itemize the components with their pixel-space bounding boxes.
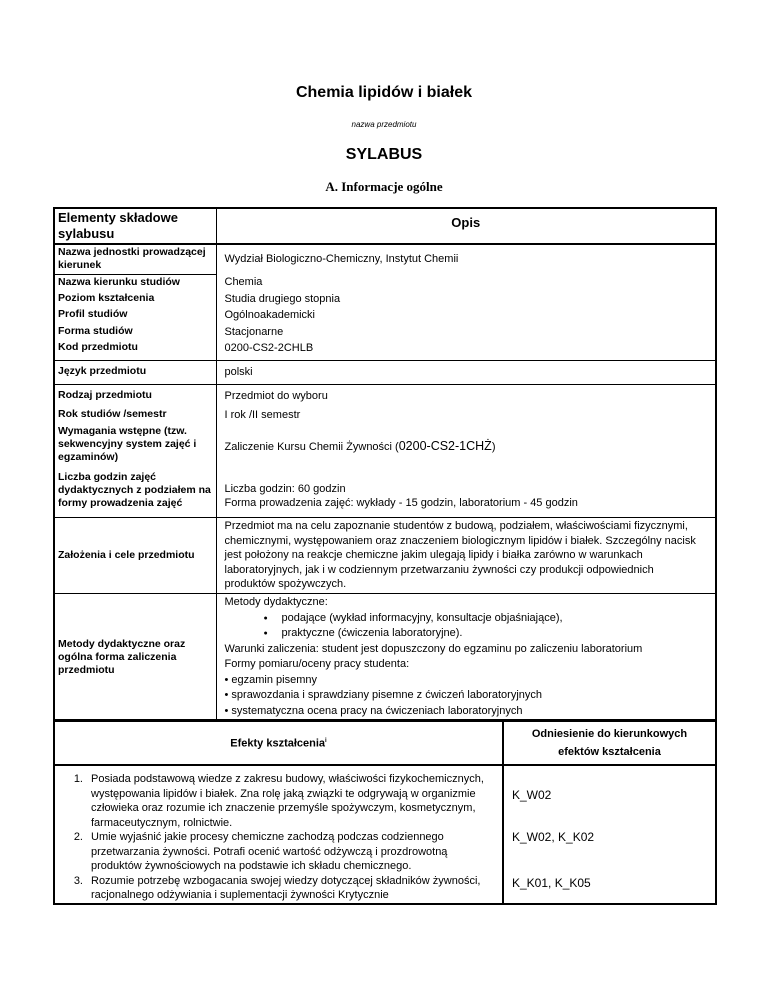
- row-label: Poziom kształcenia: [54, 291, 216, 308]
- outcome-number: 1.: [73, 773, 83, 785]
- footnote-marker: i: [325, 737, 327, 744]
- row-value: Ogólnoakademicki: [224, 309, 315, 321]
- outcome-cell: [54, 874, 503, 904]
- row-label: Język przedmiotu: [54, 360, 216, 384]
- table-row: [54, 594, 716, 722]
- row-value: [216, 470, 716, 518]
- row-label: Kod przedmiotu: [54, 340, 216, 360]
- learning-outcomes-table: [53, 719, 717, 905]
- document-title: SYLABUS: [345, 146, 423, 163]
- list-item: ● praktyczne (ćwiczenia laboratoryjne).: [282, 626, 708, 642]
- outcome-cell: [54, 765, 503, 830]
- hours-total: Liczba godzin: 60 godzin: [224, 482, 346, 495]
- table-row: [54, 424, 716, 470]
- prereq-code: 0200-CS2-1CHŻ: [398, 438, 492, 453]
- list-item: ● podające (wykład informacyjny, konsultacje objaśniające),: [282, 611, 708, 627]
- row-value: 0200-CS2-2CHLB: [224, 342, 314, 354]
- prereq-suffix: ): [491, 440, 496, 453]
- outcome-text: Posiada podstawową wiedze z zakresu budowy, właściwości fizykochemicznych, występowania lipidów i białek. Zna rolę jaką związki te odgrywają w organizmie człowieka oraz rozumie ich znaczenie przemyśle spożywczym, kosmetycznym, farmaceutycznym, rolnictwie.: [91, 773, 484, 829]
- row-label: Wymagania wstępne (tzw. sekwencyjny system zajęć i egzaminów): [54, 424, 216, 470]
- hours-forms: Forma prowadzenia zajęć: wykłady - 15 godzin, laboratorium - 45 godzin: [224, 497, 578, 509]
- row-value: [216, 424, 716, 470]
- general-info-table: [53, 207, 717, 722]
- table-row: [54, 470, 716, 518]
- table-row: [54, 360, 716, 384]
- row-value: Stacjonarne: [224, 325, 284, 338]
- methods-list: [225, 611, 708, 642]
- outcome-number: 3.: [73, 874, 83, 887]
- outcome-text: Umie wyjaśnić jakie procesy chemiczne zachodzą podczas codziennego przetwarzania żywności. Potrafi ocenić wartość odżywczą i prozdrowotną produktów żywnościowych na podstawie ich składu chemicznego.: [91, 831, 448, 872]
- prereq-prefix: Zaliczenie Kursu Chemii Żywności (: [224, 440, 399, 453]
- table-row: [54, 244, 716, 274]
- table-row: [54, 291, 716, 308]
- header-reference: Odniesienie do kierunkowych efektów kształcenia: [503, 720, 716, 765]
- row-label: Metody dydaktyczne oraz ogólna forma zaliczenia przedmiotu: [54, 594, 216, 722]
- row-value: Studia drugiego stopnia: [224, 292, 341, 305]
- outcome-reference: K_K01, K_K05: [512, 875, 591, 890]
- table-row: [54, 518, 716, 594]
- table-header-row: [54, 720, 716, 765]
- methods-heading: Metody dydaktyczne:: [224, 596, 328, 608]
- outcome-cell: [54, 830, 503, 874]
- row-label: Rodzaj przedmiotu: [54, 384, 216, 404]
- table-row: [54, 274, 716, 291]
- row-value: polski: [216, 360, 716, 384]
- table-row: [54, 307, 716, 324]
- row-label: Liczba godzin zajęć dydaktycznych z podziałem na formy prowadzenia zajęć: [54, 470, 216, 518]
- list-item: • systematyczna ocena pracy na ćwiczeniach laboratoryjnych: [224, 704, 523, 717]
- outcome-text: Rozumie potrzebę wzbogacania swojej wiedzy dotyczącej składników żywności, racjonalnego odżywiania i suplementacji żywności Krytycznie: [91, 874, 481, 901]
- outcome-number: 2.: [73, 831, 83, 843]
- table-row: [54, 324, 716, 341]
- outcome-reference: K_W02: [512, 788, 552, 802]
- course-name: Chemia lipidów i białek: [295, 84, 473, 101]
- table-row: [54, 830, 716, 874]
- row-value: Wydział Biologiczno-Chemiczny, Instytut Chemii: [224, 253, 459, 266]
- table-header-row: [54, 208, 716, 244]
- row-label: Forma studiów: [54, 324, 216, 341]
- list-item: • egzamin pisemny: [224, 673, 318, 686]
- row-value: [216, 594, 716, 722]
- row-label: Nazwa jednostki prowadzącej kierunek: [54, 244, 216, 274]
- table-row: [54, 404, 716, 424]
- row-label: Rok studiów /semestr: [54, 404, 216, 424]
- table-row: [54, 384, 716, 404]
- header-elements: Elementy składowe sylabusu: [54, 208, 216, 244]
- table-row: [54, 765, 716, 830]
- row-value: Przedmiot ma na celu zapoznanie studentów z budową, podziałem, właściwościami fizycznymi, chemicznymi, występowaniem oraz znaczeniem biologicznym lipidów i białek. Szczególny nacisk jest położony na reakcje chemiczne jakim ulegają lipidy i białka zarówno w warunkach laboratoryjnych, jak i w codziennym przetwarzaniu żywności czy produkcji odpowiednich produktów spożywczych.: [216, 518, 716, 594]
- list-item: • sprawozdania i sprawdziany pisemne z ćwiczeń laboratoryjnych: [224, 689, 542, 701]
- row-value: Przedmiot do wyboru: [216, 384, 716, 404]
- outcome-reference: K_W02, K_K02: [512, 830, 595, 844]
- row-label: Profil studiów: [54, 307, 216, 324]
- row-value: I rok /II semestr: [224, 409, 301, 421]
- credit-conditions: Warunki zaliczenia: student jest dopuszczony do egzaminu po zaliczeniu laboratorium: [224, 642, 643, 655]
- table-row: [54, 874, 716, 904]
- row-label: Założenia i cele przedmiotu: [54, 518, 216, 594]
- row-value: Chemia: [224, 276, 263, 288]
- row-label: Nazwa kierunku studiów: [54, 274, 216, 291]
- section-a-heading: A. Informacje ogólne: [325, 179, 443, 194]
- assessment-heading: Formy pomiaru/oceny pracy studenta:: [224, 658, 410, 670]
- header-outcomes: Efekty kształcenia$^i$: [54, 720, 503, 765]
- course-name-caption: nazwa przedmiotu: [351, 120, 417, 129]
- table-row: [54, 340, 716, 360]
- header-description: Opis: [216, 208, 716, 244]
